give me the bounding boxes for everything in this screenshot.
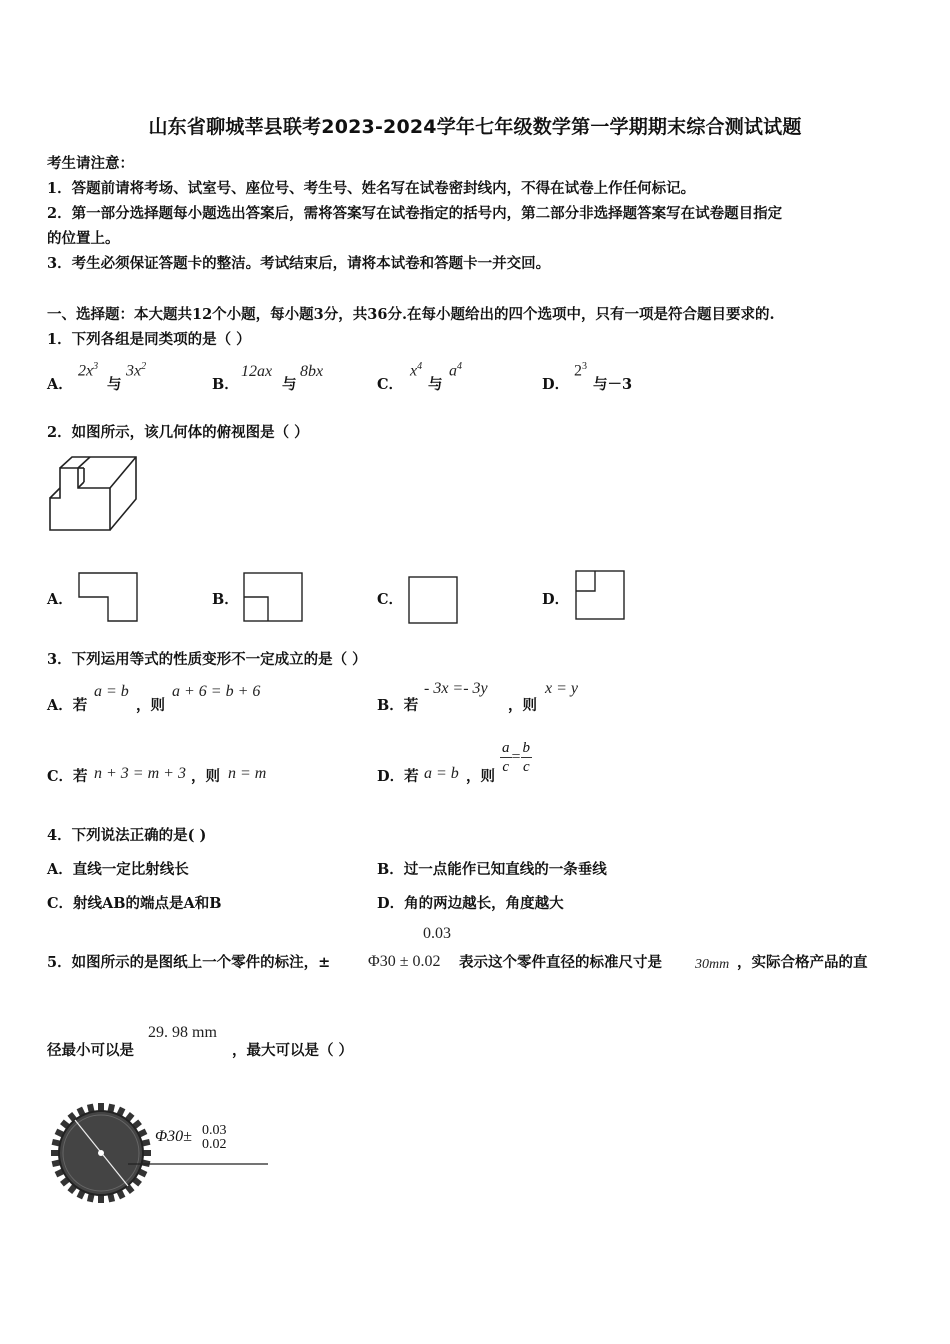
q3-b-result: x = y	[545, 680, 578, 697]
q2-option-b-label: B．	[212, 591, 239, 608]
q5-line2-start: 径最小可以是	[47, 1042, 134, 1059]
numerator: a	[502, 740, 510, 756]
q1-a-left-base: 2x	[78, 362, 94, 380]
q2-solid-figure	[48, 455, 140, 533]
q1-c-left-base: x	[410, 362, 418, 380]
q1-option-c-label: C．	[377, 376, 404, 393]
q5-line1-middle: 表示这个零件直径的标准尺寸是	[459, 954, 662, 971]
q1-option-a-label: A．	[47, 376, 73, 393]
q5-tolerance-upper: 0.03	[423, 925, 451, 942]
q3-c-result: n = m	[228, 765, 267, 782]
q5-figure-lower: 0.02	[202, 1137, 227, 1152]
q1-c-and: 与	[428, 376, 443, 393]
q1-a-left-exp: 3	[93, 361, 99, 372]
page-title: 山东省聊城莘县联考2023-2024学年七年级数学第一学期期末综合测试试题	[148, 116, 802, 138]
q3-a-then: ，则	[136, 697, 165, 714]
q3-b-cond: - 3x =- 3y	[424, 680, 488, 697]
q1-c-right-base: a	[449, 362, 457, 380]
denominator: c	[522, 759, 530, 775]
q1-b-right: 8bx	[300, 363, 324, 380]
q5-figure-label: Φ30±	[155, 1128, 192, 1145]
numerator: b	[522, 740, 531, 756]
q1-d-left-base: 2	[574, 362, 582, 380]
q5-min-diameter: 29. 98 mm	[148, 1024, 217, 1041]
q2-option-c-figure[interactable]	[408, 576, 460, 626]
q1-option-a-left	[78, 361, 98, 380]
q3-d-cond: a = b	[424, 765, 459, 782]
q3-option-d-label: D．若	[377, 768, 419, 785]
q2-option-a-label: A．	[47, 591, 73, 608]
q5-standard-size: 30mm	[695, 957, 730, 972]
q1-c-right-exp: 4	[457, 361, 462, 372]
q2-stem: 2．如图所示，该几何体的俯视图是（ ）	[47, 424, 309, 441]
q5-figure-upper: 0.03	[202, 1123, 227, 1138]
notice-item: 1．答题前请将考场、试室号、座位号、考生号、姓名写在试卷密封线内，不得在试卷上作任何标记。	[47, 180, 696, 197]
q3-stem: 3．下列运用等式的性质变形不一定成立的是（ ）	[47, 651, 367, 668]
q3-c-then: ，则	[191, 768, 220, 785]
q1-a-right-base: 3x	[126, 362, 142, 380]
q5-gear-figure	[48, 1100, 270, 1206]
q1-a-and: 与	[107, 376, 122, 393]
section-heading: 一、选择题：本大题共12个小题，每小题3分，共36分.在每小题给出的四个选项中，只有一项是符合题目要求的.	[47, 306, 775, 323]
q3-a-result: a + 6 = b + 6	[172, 683, 261, 700]
denominator: c	[502, 759, 510, 775]
q3-d-result	[500, 739, 532, 776]
q2-option-d-label: D．	[542, 591, 570, 608]
notice-heading: 考生请注意：	[47, 155, 134, 172]
q1-b-left: 12ax	[241, 363, 273, 380]
q5-line1-start: 5．如图所示的是图纸上一个零件的标注，±	[47, 954, 331, 971]
q5-line1-end: ，实际合格产品的直	[737, 954, 868, 971]
q1-option-d-label: D．	[542, 376, 570, 393]
q1-option-c-left	[410, 361, 422, 380]
q2-option-d-figure[interactable]	[575, 570, 627, 622]
q1-d-left-exp: 3	[582, 361, 587, 372]
q3-b-then: ，则	[508, 697, 537, 714]
notice-item: 的位置上。	[47, 230, 120, 247]
q1-option-a-right	[126, 361, 146, 380]
notice-item: 2．第一部分选择题每小题选出答案后，需将答案写在试卷指定的括号内，第二部分非选择题答案写在试卷题目指定	[47, 205, 783, 222]
q1-b-and: 与	[282, 376, 297, 393]
q1-c-left-exp: 4	[417, 361, 423, 372]
q3-option-c-label: C．若	[47, 768, 88, 785]
q4-option-d: D．角的两边越长，角度越大	[377, 895, 564, 912]
q3-d-fraction-right	[521, 739, 533, 776]
q4-stem: 4．下列说法正确的是( )	[47, 827, 207, 844]
q3-option-b-label: B．若	[377, 697, 419, 714]
q3-c-cond: n + 3 = m + 3	[94, 765, 186, 782]
q2-option-c-label: C．	[377, 591, 404, 608]
equals: =	[511, 748, 521, 766]
q1-option-c-right	[449, 361, 462, 380]
q4-option-a: A．直线一定比射线长	[47, 861, 189, 878]
q1-option-d-left	[574, 361, 587, 380]
q3-d-then: ，则	[466, 768, 495, 785]
q1-option-b-label: B．	[212, 376, 239, 393]
q3-option-a-label: A．若	[47, 697, 88, 714]
notice-item: 3．考生必须保证答题卡的整洁。考试结束后，请将本试卷和答题卡一并交回。	[47, 255, 551, 272]
q2-option-a-figure[interactable]	[78, 572, 140, 624]
q2-option-b-figure[interactable]	[243, 572, 305, 624]
q3-a-cond: a = b	[94, 683, 129, 700]
q5-tolerance-main: Φ30 ± 0.02	[368, 953, 441, 970]
q4-option-c: C．射线AB的端点是A和B	[47, 895, 222, 912]
q5-line2-end: ，最大可以是（ ）	[232, 1042, 354, 1059]
q1-a-right-exp: 2	[141, 361, 147, 372]
q5-figure-tolerance	[202, 1124, 227, 1152]
q1-stem: 1．下列各组是同类项的是（ ）	[47, 331, 251, 348]
q4-option-b: B．过一点能作已知直线的一条垂线	[377, 861, 607, 878]
q3-d-fraction-left	[500, 739, 512, 776]
q1-d-rest: 与－3	[593, 376, 633, 393]
